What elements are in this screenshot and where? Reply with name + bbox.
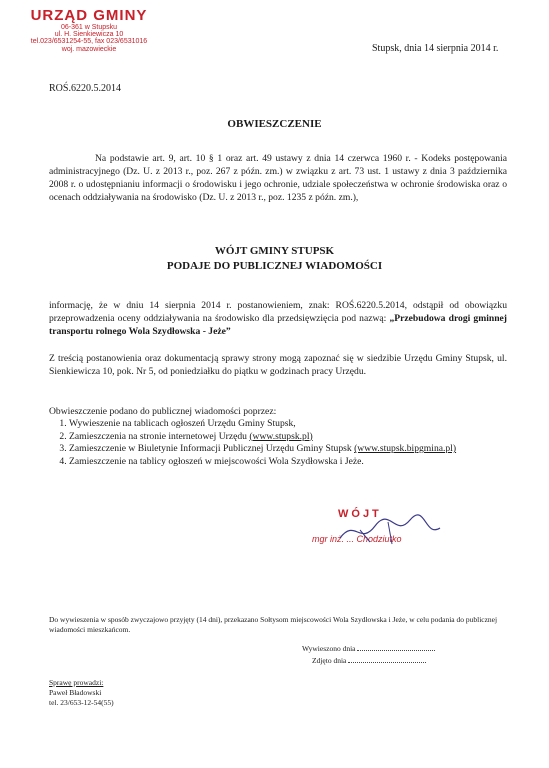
stamp-line: tel.023/6531254-55, fax 023/6531016 xyxy=(30,38,148,46)
info-text: informację, że w dniu 14 sierpnia 2014 r. postanowieniem, znak: ROŚ.6220.5.2014, odstąpił od obowiązku przeprowadzenia oceny oddziaływania na środowisko dla przedsięwzięcia pod nazwą: xyxy=(49,300,507,324)
posted-label: Wywieszono dnia xyxy=(302,644,356,653)
document-reference: ROŚ.6220.5.2014 xyxy=(49,83,121,94)
stamp-line: 06-361 w Stupsku xyxy=(60,23,118,31)
office-stamp xyxy=(18,8,160,53)
stamp-title: URZĄD GMINY xyxy=(30,7,148,24)
list-item: 3. Zamieszczenie w Biuletynie Informacji Publicznej Urzędu Gminy Stupsk (www.stupsk.bipgmina.pl) xyxy=(69,443,469,456)
signature-name: mgr inż. ... Chodziutko xyxy=(312,534,402,544)
intro-paragraph: Na podstawie art. 9, art. 10 § 1 oraz art. 49 ustawy z dnia 14 czerwca 1960 r. - Kodeks postępowania administracyjnego (Dz. U. z 2013 r., poz. 267 z późn. zm.) w związku z art. 73 ust. 1 ustawy z dnia 3 października 2008 r. o udostępnianiu informacji o środowisku i jego ochronie, udziale społeczeństwa w ochronie środowiska oraz o ocenach oddziaływania na środowisko (Dz. U. z 2013 r., poz. 1235 z późn. zm.), xyxy=(49,153,507,203)
list-item: 1. Wywieszenie na tablicach ogłoszeń Urzędu Gminy Stupsk, xyxy=(69,418,469,431)
bip-link[interactable]: (www.stupsk.bipgmina.pl) xyxy=(354,443,457,455)
heading-line-1: WÓJT GMINY STUPSK xyxy=(214,245,335,257)
heading-line-2: PODAJE DO PUBLICZNEJ WIADOMOŚCI xyxy=(166,260,383,272)
signature-title: WÓJT xyxy=(338,508,382,520)
posted-date-field xyxy=(302,643,435,654)
handled-by-name: Paweł Bładowski xyxy=(49,688,102,697)
removed-date-field xyxy=(312,655,426,666)
publication-intro: Obwieszczenie podano do publicznej wiadomości poprzez: xyxy=(49,406,277,417)
handwritten-signature-icon xyxy=(300,508,450,550)
access-paragraph: Z treścią postanowienia oraz dokumentacją sprawy strony mogą zapoznać się w siedzibie Urzędu Gminy Stupsk, ul. Sienkiewicza 10, pok. Nr 5, od poniedziałku do piątku w godzinach pracy Urzędu. xyxy=(49,353,507,377)
stamp-line: woj. mazowieckie xyxy=(61,45,117,53)
footer-note: Do wywieszenia w sposób zwyczajowo przyjęty (14 dni), przekazano Sołtysom miejscowości Wola Szydłowska i Jeże, w celu podania do publicznej wiadomości mieszkańcom. xyxy=(49,615,498,634)
stamp-line: ul. H. Sienkiewicza 10 xyxy=(54,31,124,39)
website-link[interactable]: (www.stupsk.pl) xyxy=(249,430,313,442)
document-date: Stupsk, dnia 14 sierpnia 2014 r. xyxy=(372,43,499,54)
handled-by-block xyxy=(49,678,114,708)
document-title: OBWIESZCZENIE xyxy=(227,118,322,130)
info-paragraph xyxy=(49,299,507,338)
publication-list xyxy=(49,418,469,468)
list-item: 4. Zamieszczenie na tablicy ogłoszeń w miejscowości Wola Szydłowska i Jeże. xyxy=(69,456,469,469)
project-name: „Przebudowa drogi gminnej transportu rolnego Wola Szydłowska - Jeże” xyxy=(49,313,508,337)
handled-by-label: Sprawę prowadzi: xyxy=(49,678,104,687)
removed-label: Zdjęto dnia xyxy=(312,656,347,665)
list-item: 2. Zamieszczenia na stronie internetowej Urzędu (www.stupsk.pl) xyxy=(69,431,469,444)
handled-by-phone: tel. 23/653-12-54(55) xyxy=(49,698,114,707)
signature-stamp xyxy=(300,508,450,550)
